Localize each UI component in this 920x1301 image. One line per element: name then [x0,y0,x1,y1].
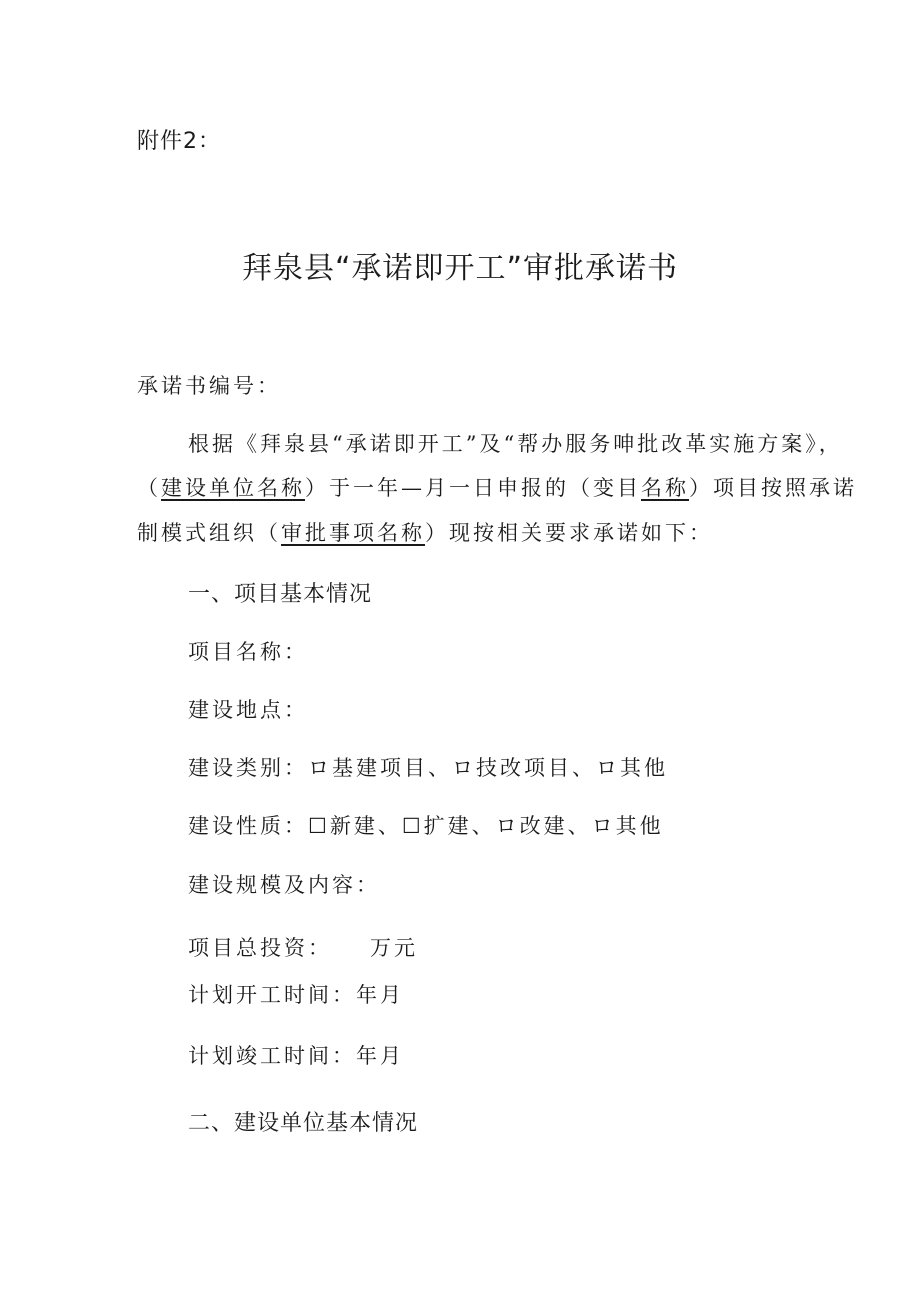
field-scale: 建设规模及内容： [188,873,380,897]
construction-unit-name-placeholder: 建设单位名称 [161,476,305,500]
approval-item-name-placeholder: 审批事项名称 [281,521,425,545]
intro-line-1: 根据《拜泉县“承诺即开工”及“帮办服务呻批改革实施方案》， [188,432,843,456]
intro-paren-open: （ [137,476,161,500]
commitment-number-label: 承诺书编号： [137,374,281,398]
document-title: 拜泉县“承诺即开工”审批承诺书 [241,251,679,286]
field-start-time: 计划开工时间：年月 [188,983,404,1007]
section-1-heading: 一、项目基本情况 [188,582,373,607]
field-nature: 建设性质：☐新建、☐扩建、ロ改建、ロ其他 [188,814,664,838]
field-investment [188,932,418,962]
intro-line-3-start: 制模式组织（ [137,521,281,545]
intro-line-2-mid: ）于一年—月一日申报的（变目 [305,476,641,500]
section-2-heading: 二、建设单位基本情况 [188,1111,419,1136]
investment-unit: 万元 [370,936,418,960]
investment-label: 项目总投资： [188,936,332,960]
project-name-placeholder: 名称 [641,476,689,500]
intro-line-3-end: ）现按相关要求承诺如下： [425,521,713,545]
intro-line-3 [137,517,713,547]
field-completion-time: 计划竣工时间：年月 [188,1044,404,1068]
field-project-name: 项目名称： [188,640,308,664]
field-category: 建设类别：ロ基建项目、ロ技改项目、ロ其他 [188,756,668,780]
intro-line-2 [137,472,857,502]
attachment-label: 附件2： [137,129,221,154]
field-location: 建设地点： [188,698,308,722]
intro-line-2-end: ）项目按照承诺 [689,476,857,500]
